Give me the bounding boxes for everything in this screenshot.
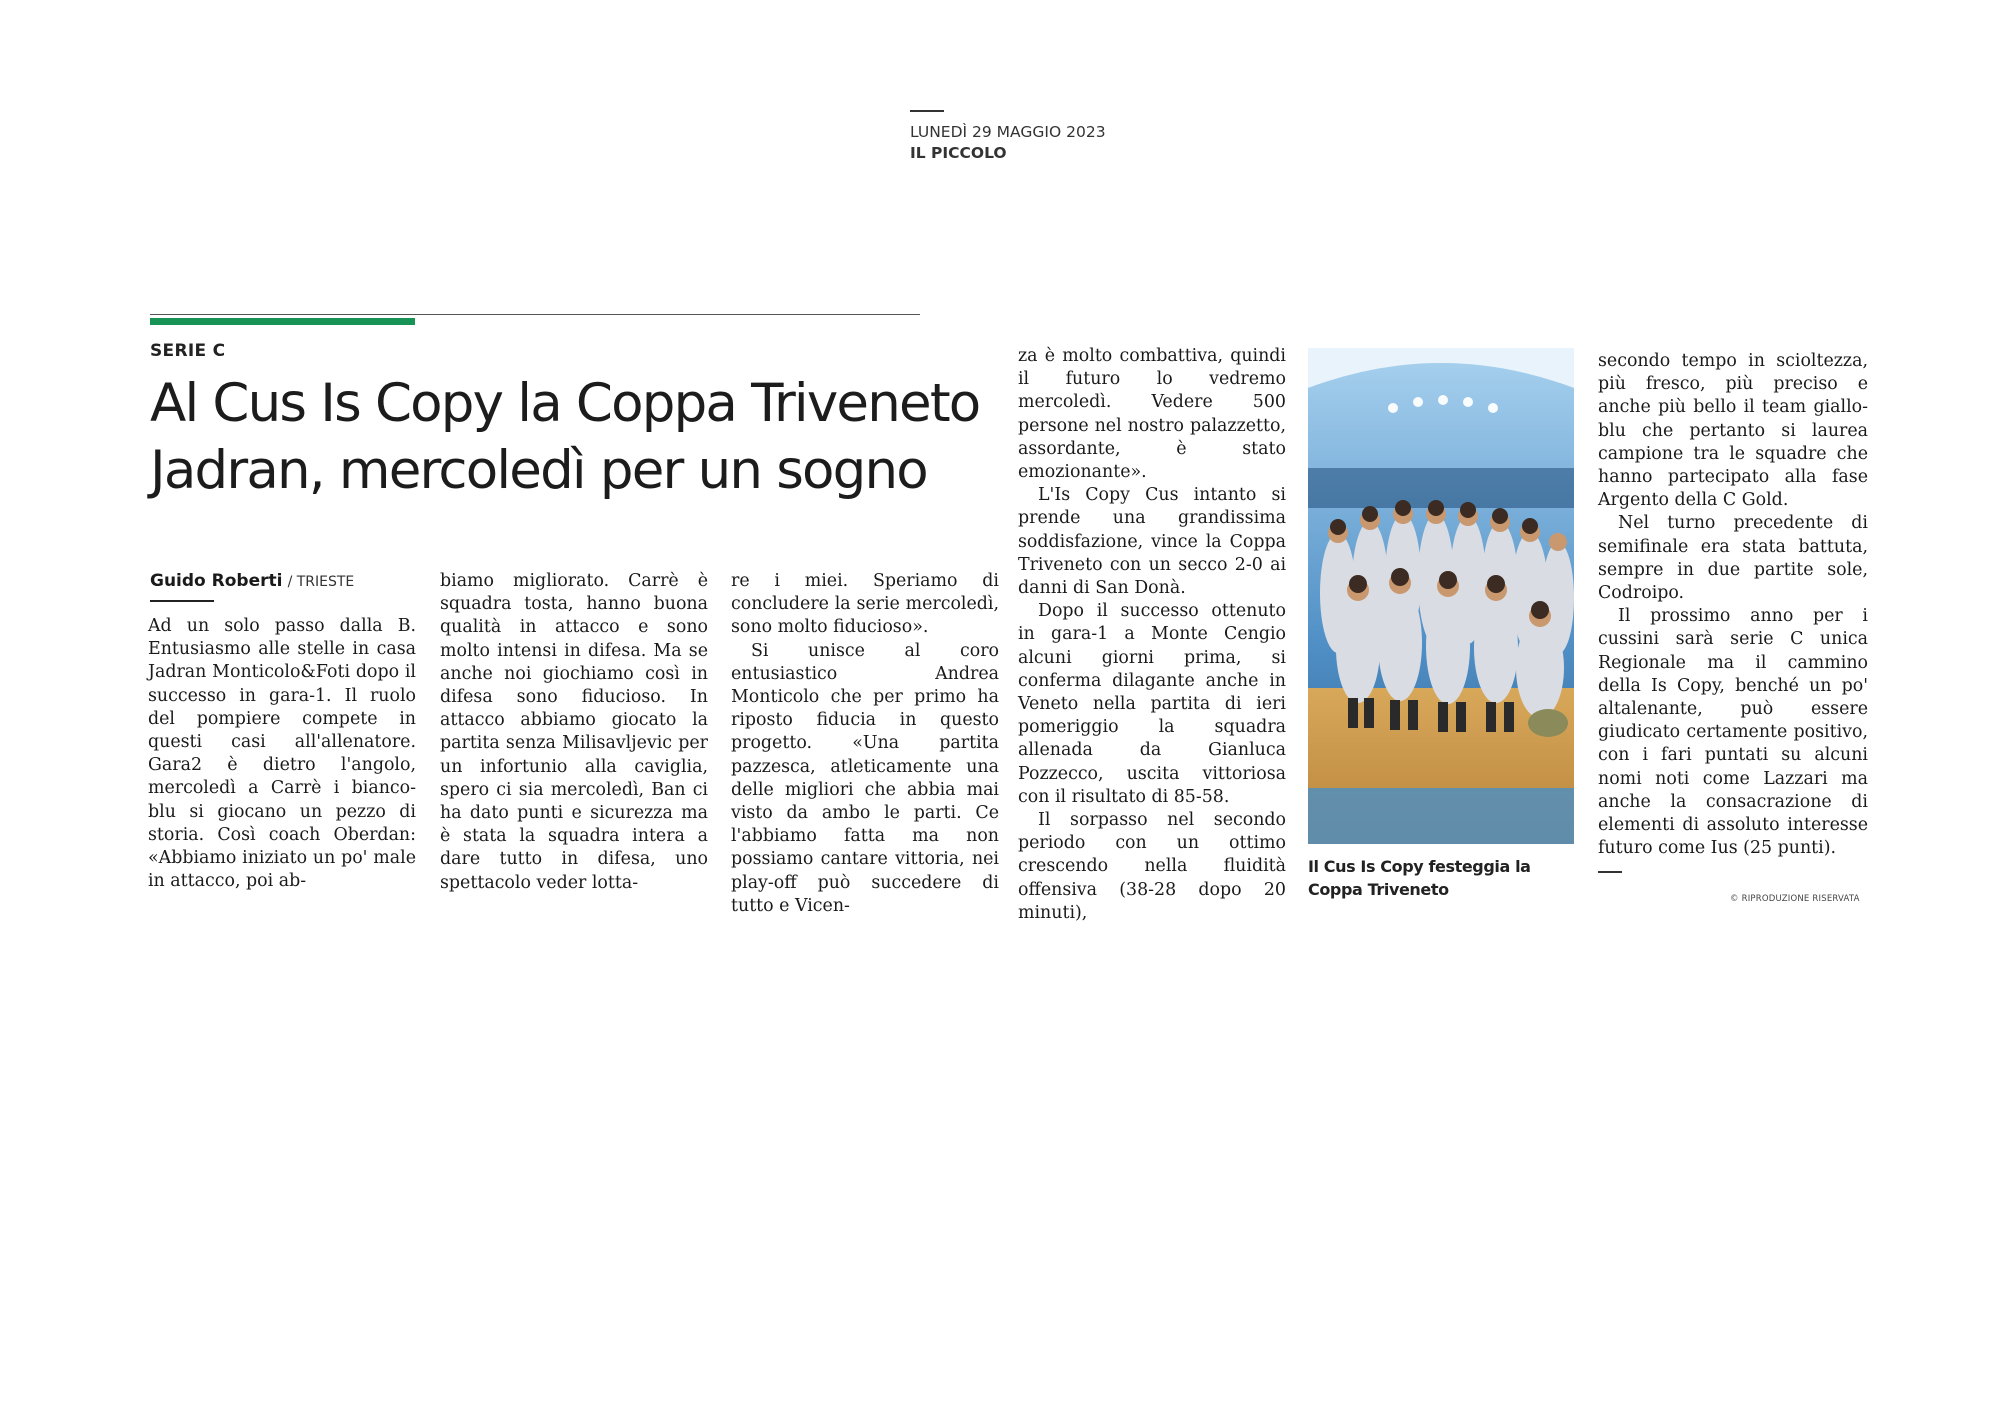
- paragraph: L'Is Copy Cus intanto si prende una grandissima soddisfazione, vince la Coppa Triveneto con un secco 2-0 ai danni di San Donà.: [1018, 485, 1286, 599]
- paragraph: secondo tempo in scioltezza, più fresco, più preciso e anche più bello il team giallo-blu che pertanto si laurea campione tra le squadre che hanno partecipato alla fase Argento della C Gold.: [1598, 351, 1868, 511]
- headline: [150, 370, 1000, 504]
- byline: [150, 571, 354, 591]
- paragraph: re i miei. Speriamo di concludere la serie mercoledì, sono molto fiducioso».: [731, 571, 999, 638]
- page-header: [910, 110, 1106, 164]
- paragraph: za è molto combattiva, quindi il futuro lo vedremo mercoledì. Vedere 500 persone nel nostro palazzetto, assordante, è stato emozionante».: [1018, 346, 1286, 483]
- team-celebration-photo: [1308, 348, 1574, 844]
- copyright-notice: © RIPRODUZIONE RISERVATA: [1730, 894, 1860, 904]
- paragraph: Ad un solo passo dalla B. Entusiasmo alle stelle in casa Jadran Monticolo&Foti dopo il successo in gara-1. Il ruolo del pompiere compete in questi casi all'allenatore. Gara2 è dietro l'angolo, mercoledì a Carrè i bianco-blu si giocano un pezzo di storia. Così coach Oberdan: «Abbiamo iniziato un po' male in attacco, poi ab-: [148, 616, 416, 892]
- byline-rule: [150, 600, 214, 602]
- publication-date: LUNEDÌ 29 MAGGIO 2023: [910, 123, 1106, 141]
- newspaper-name: IL PICCOLO: [910, 144, 1007, 162]
- headline-line-2: Jadran, mercoledì per un sogno: [150, 440, 927, 501]
- photo-illustration: [1308, 348, 1574, 844]
- dateline-place: / TRIESTE: [287, 574, 355, 590]
- paragraph: Dopo il successo ottenuto in gara-1 a Monte Cengio alcuni giorni prima, si conferma dilagante anche in Veneto nella partita di ieri pomeriggio la squadra allenada da Gianluca Pozzecco, uscita vittoriosa con il risultato di 85-58.: [1018, 601, 1286, 807]
- photo-caption: Il Cus Is Copy festeggia la Coppa Triveneto: [1308, 857, 1531, 899]
- body-column-3: [731, 570, 999, 918]
- body-column-4: [1018, 345, 1286, 925]
- body-column-5: [1598, 350, 1868, 873]
- body-column-2: [440, 570, 708, 895]
- top-rule: [150, 314, 920, 315]
- paragraph: Nel turno precedente di semifinale era stata battuta, sempre in due partite sole, Codroipo.: [1598, 513, 1868, 604]
- headline-line-1: Al Cus Is Copy la Coppa Triveneto: [150, 373, 980, 434]
- section-accent-bar: [150, 318, 415, 325]
- paragraph: Si unisce al coro entusiastico Andrea Monticolo che per primo ha riposto fiducia in questo progetto. «Una partita pazzesca, atleticamente una delle migliori che abbia mai visto da ambo le parti. Ce l'abbiamo fatta ma non possiamo cantare vittoria, nei play-off può succedere di tutto e Vicen-: [731, 640, 999, 916]
- section-label: SERIE C: [150, 341, 226, 361]
- paragraph: Il prossimo anno per i cussini sarà serie C unica Regionale ma il cammino della Is Copy, benché un po' altalenante, può essere giudicato certamente positivo, con i fari puntati su alcuni nomi noti come Lazzari ma anche la consacrazione di elementi di assoluto interesse futuro come Ius (25 punti).: [1598, 606, 1868, 859]
- paragraph: biamo migliorato. Carrè è squadra tosta, hanno buona qualità in attacco e sono molto intensi in difesa. Ma se anche noi giochiamo così in difesa sono fiducioso. In attacco abbiamo giocato la partita senza Milisavljevic per un infortunio alla caviglia, spero ci sia mercoledì, Ban ci ha dato punti e sicurezza ma è stata la squadra intera a dare tutto in difesa, uno spettacolo veder lotta-: [440, 571, 708, 893]
- body-column-1: [148, 615, 416, 893]
- header-dash: [910, 110, 944, 112]
- article-end-dash: [1598, 871, 1622, 873]
- author-name: Guido Roberti: [150, 571, 283, 591]
- paragraph: Il sorpasso nel secondo periodo con un ottimo crescendo nella fluidità offensiva (38-28 dopo 20 minuti),: [1018, 810, 1286, 923]
